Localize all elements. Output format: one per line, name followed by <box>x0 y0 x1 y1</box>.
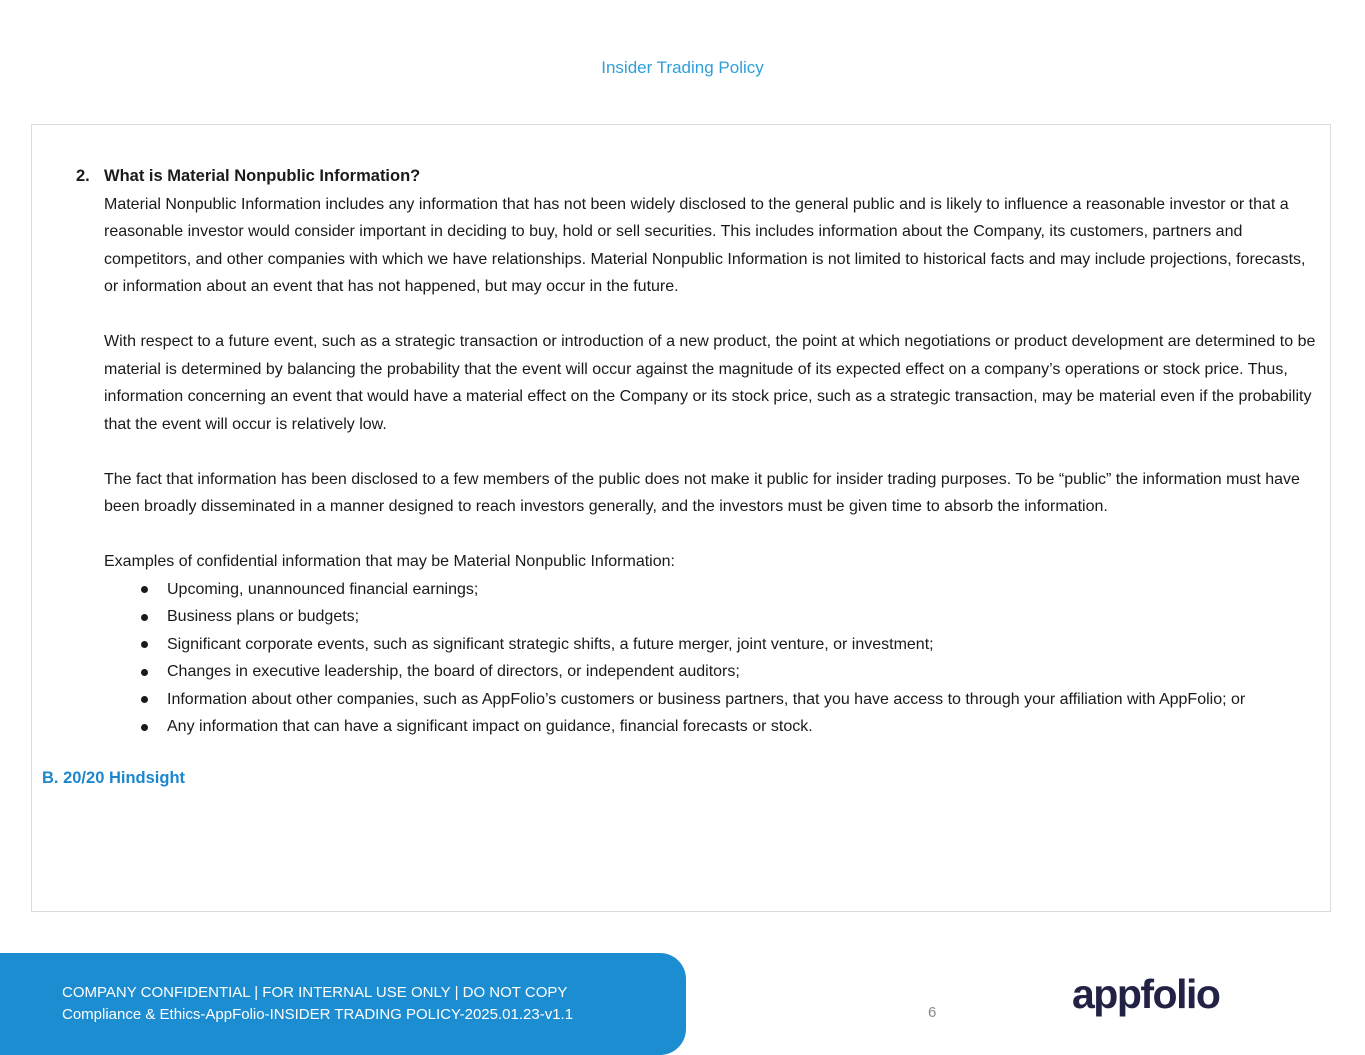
appfolio-logo: appfolio <box>1072 971 1220 1017</box>
paragraph-1: Material Nonpublic Information includes any information that has not been widely disclosed to the general public and is likely to influence a reasonable investor or that a reasonable investor would consider important in deciding to buy, hold or sell securities. This includes information about the Company, its customers, partners and competitors, and other companies with which we have relationships. Material Nonpublic Information is not limited to historical facts and may include projections, forecasts, or information about an event that has not happened, but may occur in the future. <box>104 195 1306 295</box>
subsection-heading: B. 20/20 Hindsight <box>42 768 186 787</box>
paragraph-2: With respect to a future event, such as a strategic transaction or introduction of a new product, the point at which negotiations or product development are determined to be material is determined by balancing the probability that the event will occur against the magnitude of its expected effect on a company’s operations or stock price. Thus, information concerning an event that would have a material effect on the Company or its stock price, such as a strategic transaction, may be material even if the probability that the event will occur is relatively low. <box>104 333 1316 433</box>
section-body <box>104 191 1318 741</box>
confidential-banner <box>0 953 686 1055</box>
list-item: Any information that can have a significant impact on guidance, financial forecasts or stock. <box>167 713 1316 741</box>
confidential-line-1: COMPANY CONFIDENTIAL | FOR INTERNAL USE ONLY | DO NOT COPY <box>62 984 568 1001</box>
paragraph-3: The fact that information has been disclosed to a few members of the public does not make it public for insider trading purposes. To be “public” the information must have been broadly disseminated in a manner designed to reach investors generally, and the investors must be given time to absorb the information. <box>104 470 1300 515</box>
page-title: Insider Trading Policy <box>601 58 764 77</box>
list-item: Information about other companies, such as AppFolio’s customers or business partners, that you have access to through your affiliation with AppFolio; or <box>167 686 1316 714</box>
confidential-line-2: Compliance & Ethics-AppFolio-INSIDER TRADING POLICY-2025.01.23-v1.1 <box>62 1005 574 1023</box>
list-item: Upcoming, unannounced financial earnings; <box>167 576 1316 604</box>
section-heading-row <box>76 163 1318 191</box>
list-item: Business plans or budgets; <box>167 603 1316 631</box>
examples-intro: Examples of confidential information that may be Material Nonpublic Information: <box>104 553 675 570</box>
content-box <box>31 124 1331 912</box>
section-heading: What is Material Nonpublic Information? <box>104 167 421 185</box>
list-item: Significant corporate events, such as significant strategic shifts, a future merger, joint venture, or investment; <box>167 631 1316 659</box>
page-number: 6 <box>928 1004 937 1021</box>
examples-list <box>104 576 1316 741</box>
section-number: 2. <box>76 167 90 185</box>
list-item: Changes in executive leadership, the board of directors, or independent auditors; <box>167 658 1316 686</box>
